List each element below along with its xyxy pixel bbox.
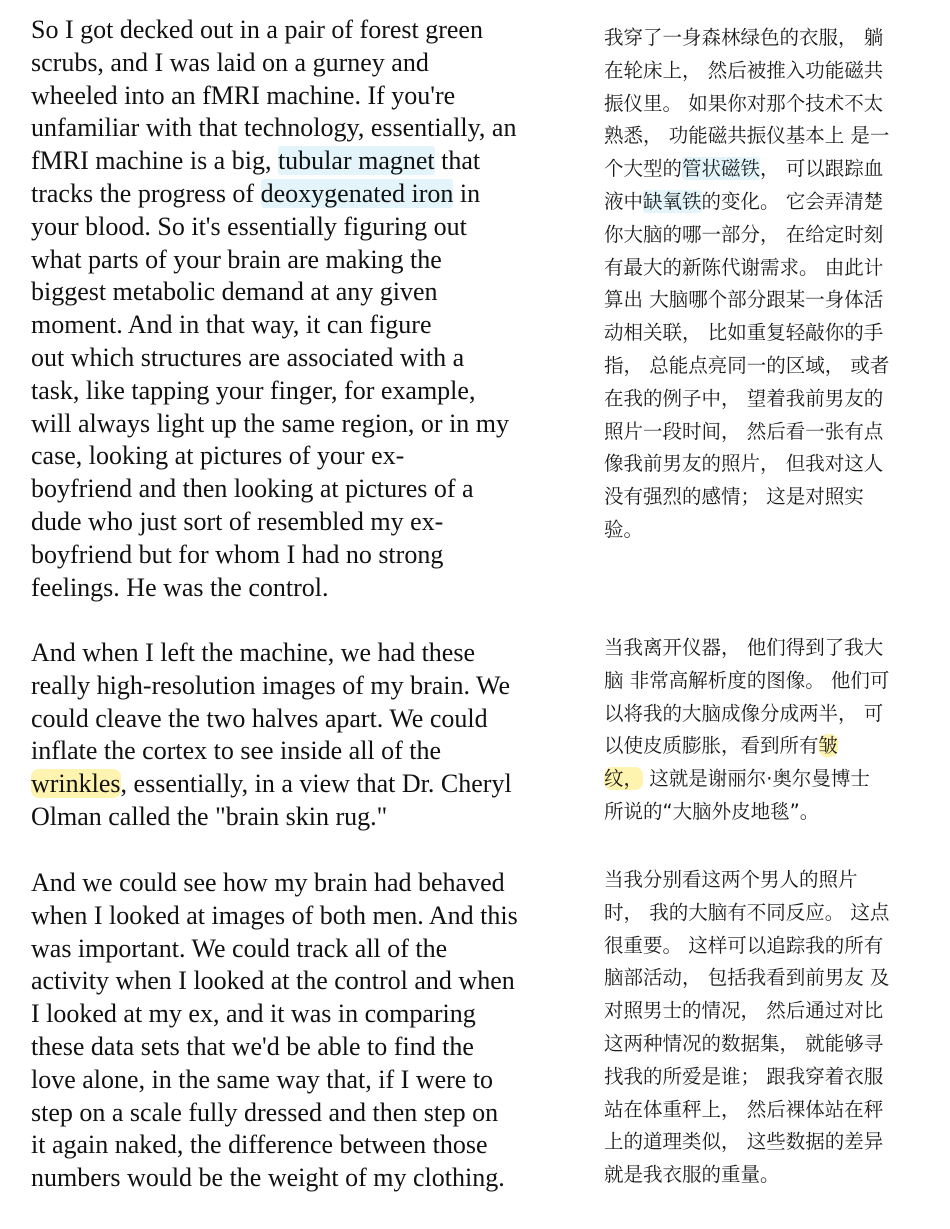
- text-run: 有最大的新陈代谢需求。 由此计: [604, 255, 884, 279]
- english-text-line: [31, 637, 576, 670]
- text-run: 算出 大脑哪个部分跟某一身体活: [604, 288, 884, 312]
- chinese-text-line: [604, 796, 934, 829]
- english-text-line: [31, 178, 576, 211]
- chinese-text-line: [604, 284, 934, 317]
- chinese-text-line: [604, 317, 934, 350]
- text-run: And when I left the machine, we had these: [31, 638, 476, 667]
- chinese-text-line: [604, 252, 934, 285]
- chinese-text-line: [604, 120, 934, 153]
- text-run: tracks the progress of: [31, 178, 261, 208]
- text-run: , essentially, in a view that Dr. Cheryl: [120, 769, 512, 799]
- text-run: 振仪里。 如果你对那个技术不太: [604, 91, 884, 115]
- english-text-line: [31, 801, 576, 834]
- text-run: unfamiliar with that technology, essentially, an: [31, 113, 517, 143]
- chinese-paragraph-1: [604, 22, 934, 547]
- text-run: boyfriend but for whom I had no strong: [31, 539, 444, 569]
- text-run: 脑 非常高解析度的图像。 他们可: [604, 668, 890, 692]
- text-run: activity when I looked at the control and when: [31, 966, 515, 996]
- chinese-text-line: [604, 481, 934, 514]
- text-run: 上的道理类似， 这些数据的差异: [604, 1130, 884, 1154]
- english-text-line: [31, 1097, 576, 1130]
- text-run: 你大脑的哪一部分， 在给定时刻: [604, 222, 884, 246]
- text-run: 动相关联， 比如重复轻敲你的手: [604, 321, 884, 345]
- chinese-text-line: [604, 514, 934, 547]
- english-text-line: [31, 14, 576, 47]
- text-run: 就是我衣服的重量。: [604, 1163, 780, 1187]
- text-run: 当我分别看这两个男人的照片: [604, 868, 858, 891]
- text-run: ， 可以跟踪血: [760, 157, 884, 181]
- english-text-line: [31, 1129, 576, 1162]
- english-text-line: [31, 539, 576, 572]
- english-text-line: [31, 145, 576, 178]
- chinese-text-line: [604, 1126, 934, 1159]
- text-run: Olman called the "brain skin rug.": [31, 801, 388, 831]
- english-text-line: [31, 375, 576, 408]
- text-run: 没有强烈的感情； 这是对照实: [604, 485, 864, 509]
- english-text-line: [31, 998, 576, 1031]
- text-run: 个大型的: [604, 157, 683, 181]
- text-run: 所说的“大脑外皮地毯”。: [604, 799, 820, 823]
- text-run: when I looked at images of both men. And this: [31, 900, 518, 930]
- chinese-text-line: [604, 995, 934, 1028]
- text-run: 站在体重秤上， 然后裸体站在秤: [604, 1097, 884, 1121]
- english-paragraph-3: [31, 867, 576, 1195]
- chinese-paragraph-3: [604, 864, 934, 1192]
- english-text-line: [31, 768, 576, 801]
- text-run: 照片一段时间， 然后看一张有点: [604, 419, 884, 443]
- text-run: step on a scale fully dressed and then step on: [31, 1097, 499, 1127]
- chinese-text-line: [604, 897, 934, 930]
- text-run: 像我前男友的照片， 但我对这人: [604, 452, 884, 476]
- text-run: inflate the cortex to see inside all of the: [31, 736, 442, 766]
- text-run: 对照男士的情况， 然后通过对比: [604, 999, 884, 1023]
- chinese-text-line: [604, 730, 934, 763]
- highlighted-term-yellow: 纹，: [604, 767, 644, 791]
- text-run: your blood. So it's essentially figuring out: [31, 211, 467, 241]
- highlighted-term-yellow: 皱: [818, 734, 839, 758]
- chinese-text-line: [604, 186, 934, 219]
- english-text-line: [31, 867, 576, 900]
- chinese-paragraph-2: [604, 632, 934, 829]
- highlighted-term-blue: 管状磁铁: [682, 157, 761, 181]
- english-text-line: [31, 506, 576, 539]
- english-text-line: [31, 1031, 576, 1064]
- text-run: what parts of your brain are making the: [31, 244, 442, 274]
- english-text-line: [31, 473, 576, 506]
- highlighted-term-blue: deoxygenated iron: [260, 178, 454, 208]
- english-paragraph-2: [31, 637, 576, 834]
- chinese-text-line: [604, 153, 934, 186]
- english-text-line: [31, 309, 576, 342]
- text-run: these data sets that we'd be able to find the: [31, 1031, 474, 1061]
- text-run: 这两种情况的数据集， 就能够寻: [604, 1031, 884, 1055]
- text-run: 这就是谢丽尔·奥尔曼博士: [643, 767, 870, 791]
- text-run: feelings. He was the control.: [31, 572, 329, 602]
- text-run: numbers would be the weight of my clothing.: [31, 1163, 505, 1193]
- text-run: 在轮床上， 然后被推入功能磁共: [604, 58, 884, 82]
- chinese-text-line: [604, 632, 934, 665]
- text-run: 在我的例子中， 望着我前男友的: [604, 386, 884, 410]
- english-text-line: [31, 112, 576, 145]
- text-run: it again naked, the difference between those: [31, 1130, 488, 1160]
- text-run: love alone, in the same way that, if I were to: [31, 1064, 494, 1094]
- text-run: case, looking at pictures of your ex-: [31, 441, 405, 471]
- chinese-text-line: [604, 962, 934, 995]
- chinese-text-line: [604, 350, 934, 383]
- text-run: 脑部活动， 包括我看到前男友 及: [604, 966, 890, 990]
- chinese-text-line: [604, 930, 934, 963]
- english-text-line: [31, 47, 576, 80]
- chinese-text-line: [604, 763, 934, 796]
- english-text-line: [31, 703, 576, 736]
- english-text-line: [31, 276, 576, 309]
- english-text-line: [31, 408, 576, 441]
- chinese-text-line: [604, 55, 934, 88]
- english-text-line: [31, 211, 576, 244]
- english-text-line: [31, 244, 576, 277]
- highlighted-term-yellow: wrinkles: [31, 769, 121, 799]
- english-text-line: [31, 1064, 576, 1097]
- text-run: wheeled into an fMRI machine. If you're: [31, 80, 456, 110]
- text-run: could cleave the two halves apart. We could: [31, 703, 488, 733]
- chinese-text-line: [604, 698, 934, 731]
- text-run: And we could see how my brain had behaved: [31, 868, 505, 897]
- highlighted-term-blue: 缺氧铁: [643, 189, 702, 213]
- text-run: 我穿了一身森林绿色的衣服， 躺: [604, 26, 884, 49]
- text-run: task, like tapping your finger, for example,: [31, 375, 476, 405]
- chinese-text-line: [604, 1061, 934, 1094]
- chinese-text-line: [604, 88, 934, 121]
- text-run: was important. We could track all of the: [31, 933, 448, 963]
- chinese-text-line: [604, 1159, 934, 1192]
- english-text-line: [31, 1162, 576, 1195]
- chinese-text-line: [604, 448, 934, 481]
- text-run: fMRI machine is a big,: [31, 146, 278, 176]
- english-text-line: [31, 735, 576, 768]
- chinese-text-line: [604, 1094, 934, 1127]
- text-run: 找我的所爱是谁； 跟我穿着衣服: [604, 1064, 884, 1088]
- text-run: I looked at my ex, and it was in comparing: [31, 999, 476, 1029]
- chinese-text-line: [604, 22, 934, 55]
- text-run: boyfriend and then looking at pictures of a: [31, 474, 474, 504]
- text-run: that: [434, 146, 481, 176]
- text-run: 以使皮质膨胀，看到所有: [604, 734, 819, 758]
- english-text-line: [31, 933, 576, 966]
- chinese-text-line: [604, 665, 934, 698]
- english-paragraph-1: [31, 14, 576, 604]
- text-run: 很重要。 这样可以追踪我的所有: [604, 933, 884, 957]
- chinese-text-line: [604, 1028, 934, 1061]
- text-run: out which structures are associated with a: [31, 342, 465, 372]
- english-text-line: [31, 965, 576, 998]
- text-run: in: [453, 178, 481, 208]
- text-run: So I got decked out in a pair of forest green: [31, 15, 483, 44]
- text-run: 熟悉， 功能磁共振仪基本上 是一: [604, 124, 890, 148]
- text-run: 时， 我的大脑有不同反应。 这点: [604, 900, 890, 924]
- text-run: will always light up the same region, or in my: [31, 408, 510, 438]
- chinese-text-line: [604, 416, 934, 449]
- english-text-line: [31, 670, 576, 703]
- chinese-text-line: [604, 219, 934, 252]
- english-text-line: [31, 342, 576, 375]
- english-text-line: [31, 80, 576, 113]
- text-run: 液中: [604, 189, 644, 213]
- chinese-text-line: [604, 864, 934, 897]
- english-text-line: [31, 900, 576, 933]
- chinese-text-line: [604, 383, 934, 416]
- highlighted-term-blue: tubular magnet: [277, 146, 435, 176]
- text-run: 的变化。 它会弄清楚: [701, 189, 884, 213]
- text-run: scrubs, and I was laid on a gurney and: [31, 47, 429, 77]
- text-run: moment. And in that way, it can figure: [31, 310, 432, 340]
- text-run: really high-resolution images of my brain. We: [31, 670, 511, 700]
- text-run: 指， 总能点亮同一的区域， 或者: [604, 353, 890, 377]
- text-run: 以将我的大脑成像分成两半， 可: [604, 701, 884, 725]
- text-run: 验。: [604, 517, 644, 541]
- english-text-line: [31, 572, 576, 605]
- english-text-line: [31, 440, 576, 473]
- text-run: 当我离开仪器， 他们得到了我大: [604, 636, 884, 659]
- text-run: dude who just sort of resembled my ex-: [31, 506, 444, 536]
- text-run: biggest metabolic demand at any given: [31, 277, 438, 307]
